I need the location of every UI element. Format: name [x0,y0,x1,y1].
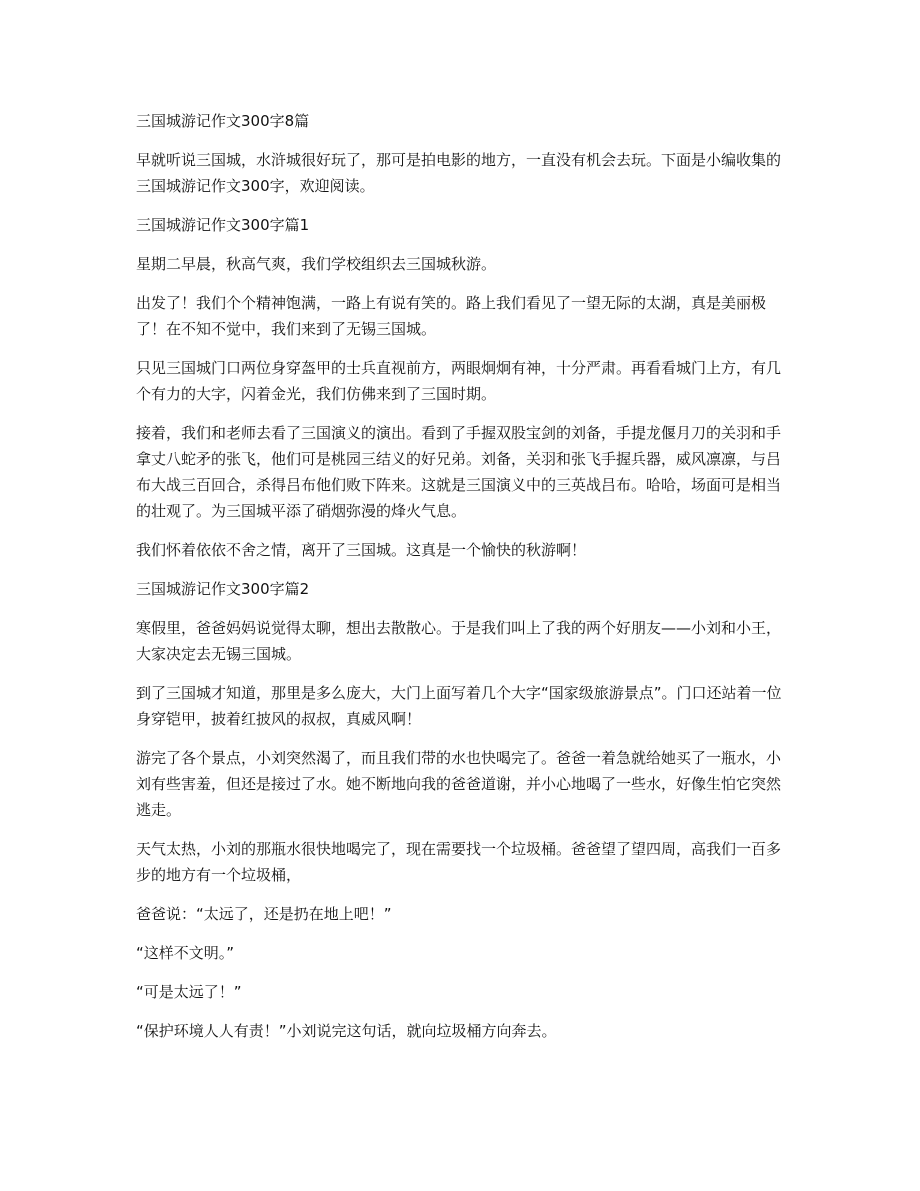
dialogue-line: “可是太远了！” [136,983,242,1001]
paragraph: 只见三国城门口两位身穿盔甲的士兵直视前方，两眼炯炯有神，十分严肃。再看看城门上方，有几个有力的大字，闪着金光，我们仿佛来到了三国时期。 [136,359,782,403]
dialogue-line: 爸爸说：“太远了，还是扔在地上吧！” [136,905,392,923]
document-title: 三国城游记作文300字8篇 [136,112,310,130]
dialogue-line: “保护环境人人有责！”小刘说完这句话，就向垃圾桶方向奔去。 [136,1022,557,1040]
section-heading-1: 三国城游记作文300字篇1 [136,216,310,234]
intro-paragraph: 早就听说三国城，水浒城很好玩了，那可是拍电影的地方，一直没有机会去玩。下面是小编收集的三国城游记作文300字，欢迎阅读。 [136,151,782,195]
paragraph: 出发了！我们个个精神饱满，一路上有说有笑的。路上我们看见了一望无际的太湖，真是美丽极了！在不知不觉中，我们来到了无锡三国城。 [136,294,767,338]
section-heading-2: 三国城游记作文300字篇2 [136,580,310,598]
dialogue-line: “这样不文明。” [136,944,235,962]
paragraph: 我们怀着依依不舍之情，离开了三国城。这真是一个愉快的秋游啊！ [136,541,587,559]
document-body [136,108,784,1057]
paragraph: 游完了各个景点，小刘突然渴了，而且我们带的水也快喝完了。爸爸一着急就给她买了一瓶水，小刘有些害羞，但还是接过了水。她不断地向我的爸爸道谢，并小心地喝了一些水，好像生怕它突然逃走。 [136,749,782,819]
paragraph: 接着，我们和老师去看了三国演义的演出。看到了手握双股宝剑的刘备，手提龙偃月刀的关羽和手拿丈八蛇矛的张飞，他们可是桃园三结义的好兄弟。刘备，关羽和张飞手握兵器，威风凛凛，与吕布大战三百回合，杀得吕布他们败下阵来。这就是三国演义中的三英战吕布。哈哈，场面可是相当的壮观了。为三国城平添了硝烟弥漫的烽火气息。 [136,424,782,520]
paragraph: 寒假里，爸爸妈妈说觉得太聊，想出去散散心。于是我们叫上了我的两个好朋友——小刘和小王，大家决定去无锡三国城。 [136,619,782,663]
paragraph: 到了三国城才知道，那里是多么庞大，大门上面写着几个大字“国家级旅游景点”。门口还站着一位身穿铠甲，披着红披风的叔叔，真威风啊！ [136,684,782,728]
paragraph: 星期二早晨，秋高气爽，我们学校组织去三国城秋游。 [136,255,497,273]
paragraph: 天气太热，小刘的那瓶水很快地喝完了，现在需要找一个垃圾桶。爸爸望了望四周，高我们一百多步的地方有一个垃圾桶， [136,840,782,884]
